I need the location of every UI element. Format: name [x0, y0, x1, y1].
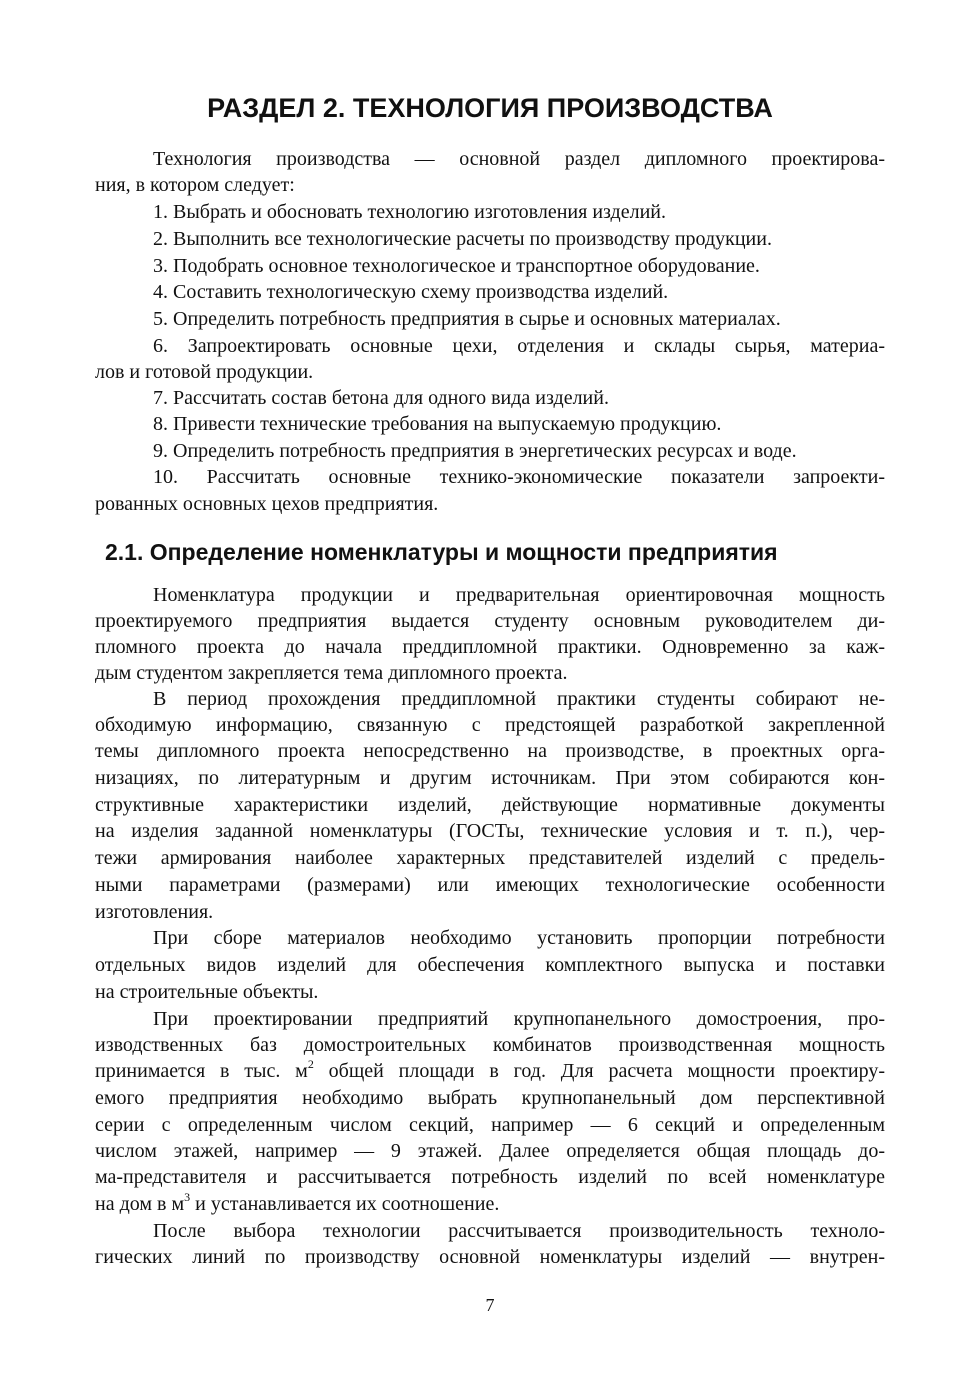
task-item: 3. Подобрать основное технологическое и транспортное оборудование.	[153, 255, 760, 277]
paragraph-line: на строительные объекты.	[95, 981, 319, 1003]
text-run: общей площади в год. Для расчета мощности проектиру-	[313, 1060, 885, 1082]
intro-line: ния, в котором следует:	[95, 174, 295, 196]
paragraph-line: ма-представителя и рассчитывается потребность изделий по всей номенклатуре	[95, 1166, 885, 1188]
page-number: 7	[485, 1295, 495, 1315]
task-item: рованных основных цехов предприятия.	[95, 493, 439, 515]
paragraph-line: тежи армирования наиболее характерных представителей изделий с предель-	[95, 847, 885, 869]
task-item: 5. Определить потребность предприятия в сырье и основных материалах.	[153, 308, 781, 330]
task-item: 4. Составить технологическую схему производства изделий.	[153, 281, 669, 303]
paragraph-line: дым студентом закрепляется тема дипломного проекта.	[95, 662, 568, 684]
section-title: РАЗДЕЛ 2. ТЕХНОЛОГИЯ ПРОИЗВОДСТВА	[207, 93, 773, 123]
paragraph-line: При сборе материалов необходимо установить пропорции потребности	[153, 927, 885, 949]
intro-line: Технология производства — основной раздел дипломного проектирова-	[153, 148, 885, 170]
paragraph-line: проектируемого предприятия выдается студенту основным руководителем ди-	[95, 610, 885, 632]
task-item: 9. Определить потребность предприятия в энергетических ресурсах и воде.	[153, 440, 797, 462]
subsection-title: 2.1. Определение номенклатуры и мощности предприятия	[105, 539, 778, 565]
task-item: 7. Рассчитать состав бетона для одного вида изделий.	[153, 387, 609, 409]
paragraph-line: изготовления.	[95, 901, 214, 923]
text-run: и устанавливается их соотношение.	[190, 1193, 500, 1215]
task-item: 2. Выполнить все технологические расчеты по производству продукции.	[153, 228, 772, 250]
paragraph-line: серии с определенным числом секций, например — 6 секций и определенным	[95, 1114, 885, 1136]
paragraph-line: низациях, по литературным и другим источникам. При этом собираются кон-	[95, 767, 885, 789]
paragraph-line: гических линий по производству основной номенклатуры изделий — внутрен-	[95, 1246, 885, 1268]
paragraph-line: ными параметрами (размерами) или имеющих технологические особенности	[95, 874, 885, 896]
paragraph-line: на изделия заданной номенклатуры (ГОСТы, технические условия и т. п.), чер-	[95, 820, 885, 842]
paragraph-line: числом этажей, например — 9 этажей. Далее определяется общая площадь до-	[95, 1140, 885, 1162]
paragraph-line: При проектировании предприятий крупнопанельного домостроения, про-	[153, 1008, 885, 1030]
paragraph-line: отдельных видов изделий для обеспечения комплектного выпуска и поставки	[95, 954, 885, 976]
superscript: 3	[184, 1190, 191, 1204]
paragraph-line	[95, 1058, 885, 1084]
paragraph-line: темы дипломного проекта непосредственно на производстве, в проектных орга-	[95, 740, 885, 762]
paragraph-line: После выбора технологии рассчитывается производительность техноло-	[153, 1220, 885, 1242]
paragraph-line: емого предприятия необходимо выбрать крупнопанельный дом перспективной	[95, 1087, 885, 1109]
task-item: 6. Запроектировать основные цехи, отделения и склады сырья, материа-	[153, 335, 885, 357]
paragraph-line	[95, 1191, 885, 1217]
paragraph-line: пломного проекта до начала преддипломной практики. Одновременно за каж-	[95, 636, 885, 658]
task-item: 10. Рассчитать основные технико-экономические показатели запроекти-	[153, 466, 885, 488]
paragraph-line: изводственных баз домостроительных комбинатов производственная мощность	[95, 1034, 885, 1056]
paragraph-line: В период прохождения преддипломной практики студенты собирают не-	[153, 688, 885, 710]
paragraph-line: Номенклатура продукции и предварительная ориентировочная мощность	[153, 584, 885, 606]
paragraph-line: структивные характеристики изделий, действующие нормативные документы	[95, 794, 885, 816]
task-item: лов и готовой продукции.	[95, 361, 314, 383]
task-item: 1. Выбрать и обосновать технологию изготовления изделий.	[153, 201, 666, 223]
text-run: принимается в тыс. м	[95, 1060, 308, 1082]
superscript: 2	[307, 1057, 314, 1071]
paragraph-line: обходимую информацию, связанную с предстоящей разработкой закрепленной	[95, 714, 885, 736]
text-run: на дом в м	[95, 1193, 185, 1215]
task-item: 8. Привести технические требования на выпускаемую продукцию.	[153, 413, 722, 435]
